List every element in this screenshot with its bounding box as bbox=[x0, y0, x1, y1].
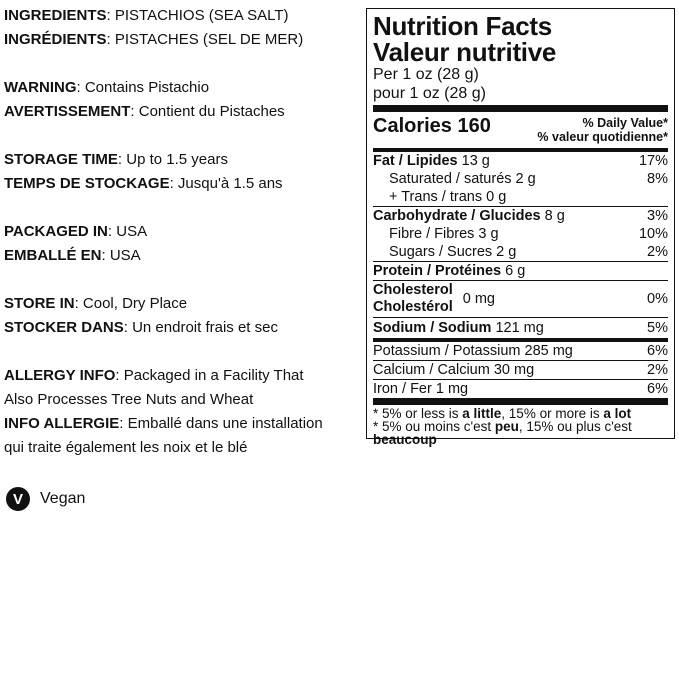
warning-fr-label: AVERTISSEMENT bbox=[4, 103, 131, 120]
vegan-icon: V bbox=[6, 487, 30, 511]
cholesterol-label-fr: Cholestérol bbox=[373, 299, 453, 315]
warning-fr-value: : Contient du Pistaches bbox=[130, 103, 285, 120]
daily-value-fr: % valeur quotidienne* bbox=[537, 130, 668, 144]
carb-row bbox=[373, 207, 668, 225]
calories-row bbox=[373, 112, 668, 148]
trans-row bbox=[373, 188, 668, 206]
sugars-label: Sugars / Sucres 2 g bbox=[389, 244, 517, 260]
serving-size-fr: pour 1 oz (28 g) bbox=[373, 85, 486, 102]
packaged-en-label: PACKAGED IN bbox=[4, 223, 108, 240]
protein-amount: 6 g bbox=[505, 263, 526, 279]
store-fr-value: : Un endroit frais et sec bbox=[123, 319, 278, 336]
ingredients-fr-label: INGRÉDIENTS bbox=[4, 31, 107, 48]
ingredients-fr bbox=[4, 28, 366, 52]
fibre-label: Fibre / Fibres 3 g bbox=[389, 226, 499, 242]
ingredients-fr-value: : PISTACHES (SEL DE MER) bbox=[106, 31, 304, 48]
iron-label: Iron / Fer 1 mg bbox=[373, 381, 469, 397]
calcium-label: Calcium / Calcium 30 mg bbox=[373, 362, 535, 378]
storage-en-value: : Up to 1.5 years bbox=[117, 151, 228, 168]
calcium-dv: 2% bbox=[647, 362, 668, 378]
fat-amount: 13 g bbox=[461, 153, 490, 169]
storage-fr-label: TEMPS DE STOCKAGE bbox=[4, 175, 170, 192]
calcium-row bbox=[373, 361, 668, 379]
footnote-en: * 5% or less is a little, 15% or more is a lot bbox=[373, 406, 632, 421]
ingredients-en-label: INGREDIENTS bbox=[4, 7, 107, 24]
allergy-fr-label: INFO ALLERGIE bbox=[4, 415, 120, 432]
saturated-dv: 8% bbox=[647, 171, 668, 187]
cholesterol-label-en: Cholesterol bbox=[373, 282, 453, 298]
nutrition-title-fr: Valeur nutritive bbox=[373, 37, 557, 67]
storage-en-label: STORAGE TIME bbox=[4, 151, 118, 168]
cholesterol-dv: 0% bbox=[647, 291, 668, 307]
sodium-amount: 121 mg bbox=[495, 320, 544, 336]
store-fr-label: STOCKER DANS bbox=[4, 319, 124, 336]
packaged-en bbox=[4, 220, 366, 244]
storage-fr bbox=[4, 172, 366, 196]
sodium-label: Sodium / Sodium bbox=[373, 320, 492, 336]
vegan-badge-row bbox=[6, 487, 85, 511]
sugars-dv: 2% bbox=[647, 244, 668, 260]
footnote bbox=[373, 405, 668, 446]
allergy-en-label: ALLERGY INFO bbox=[4, 367, 116, 384]
daily-value-header bbox=[537, 114, 668, 144]
storage-en bbox=[4, 148, 366, 172]
packaged-fr-label: EMBALLÉ EN bbox=[4, 247, 102, 264]
iron-dv: 6% bbox=[647, 381, 668, 397]
allergy-fr bbox=[4, 412, 366, 436]
cholesterol-row bbox=[373, 281, 668, 317]
warning-en bbox=[4, 76, 366, 100]
sodium-dv: 5% bbox=[647, 320, 668, 336]
cholesterol-amount: 0 mg bbox=[462, 291, 496, 307]
cholesterol-label bbox=[373, 282, 453, 316]
protein-row bbox=[373, 262, 668, 280]
trans-label: + Trans / trans 0 g bbox=[389, 189, 507, 205]
allergy-fr-line2: qui traite également les noix et le blé bbox=[4, 439, 248, 456]
fat-dv: 17% bbox=[638, 153, 668, 169]
potassium-dv: 6% bbox=[647, 343, 668, 359]
footnote-fr-line2: beaucoup bbox=[373, 432, 437, 447]
saturated-label: Saturated / saturés 2 g bbox=[389, 171, 536, 187]
daily-value-en: % Daily Value* bbox=[582, 116, 668, 130]
carb-dv: 3% bbox=[647, 208, 668, 224]
nutrition-title-en: Nutrition Facts bbox=[373, 11, 552, 41]
footnote-fr: * 5% ou moins c'est peu, 15% ou plus c'est bbox=[373, 419, 632, 434]
carb-amount: 8 g bbox=[544, 208, 565, 224]
allergy-en-value-1: : Packaged in a Facility That bbox=[115, 367, 304, 384]
fat-label: Fat / Lipides bbox=[373, 153, 458, 169]
allergy-fr-value-1: : Emballé dans une installation bbox=[119, 415, 323, 432]
storage-fr-value: : Jusqu'à 1.5 ans bbox=[169, 175, 283, 192]
potassium-row bbox=[373, 342, 668, 360]
potassium-label: Potassium / Potassium 285 mg bbox=[373, 343, 573, 359]
store-en bbox=[4, 292, 366, 316]
sodium-row bbox=[373, 318, 668, 338]
warning-en-label: WARNING bbox=[4, 79, 77, 96]
store-fr bbox=[4, 316, 366, 340]
allergy-en-line2: Also Processes Tree Nuts and Wheat bbox=[4, 391, 254, 408]
carb-label: Carbohydrate / Glucides bbox=[373, 208, 541, 224]
fibre-dv: 10% bbox=[638, 226, 668, 242]
protein-label: Protein / Protéines bbox=[373, 263, 502, 279]
sugars-row bbox=[373, 243, 668, 261]
nutrition-facts-panel bbox=[366, 8, 675, 447]
fibre-row bbox=[373, 225, 668, 243]
calories-label: Calories 160 bbox=[373, 115, 491, 137]
ingredients-en bbox=[4, 4, 366, 28]
packaged-fr-value: : USA bbox=[101, 247, 141, 264]
packaged-fr bbox=[4, 244, 366, 268]
serving-size-en: Per 1 oz (28 g) bbox=[373, 66, 479, 83]
saturated-row bbox=[373, 170, 668, 188]
store-en-value: : Cool, Dry Place bbox=[74, 295, 188, 312]
fat-row bbox=[373, 152, 668, 170]
iron-row bbox=[373, 380, 668, 398]
warning-fr bbox=[4, 100, 366, 124]
vegan-label: Vegan bbox=[40, 490, 86, 507]
warning-en-value: : Contains Pistachio bbox=[76, 79, 210, 96]
allergy-en bbox=[4, 364, 366, 388]
store-en-label: STORE IN bbox=[4, 295, 75, 312]
ingredients-en-value: : PISTACHIOS (SEA SALT) bbox=[106, 7, 289, 24]
product-info-text bbox=[4, 4, 366, 460]
packaged-en-value: : USA bbox=[107, 223, 148, 240]
